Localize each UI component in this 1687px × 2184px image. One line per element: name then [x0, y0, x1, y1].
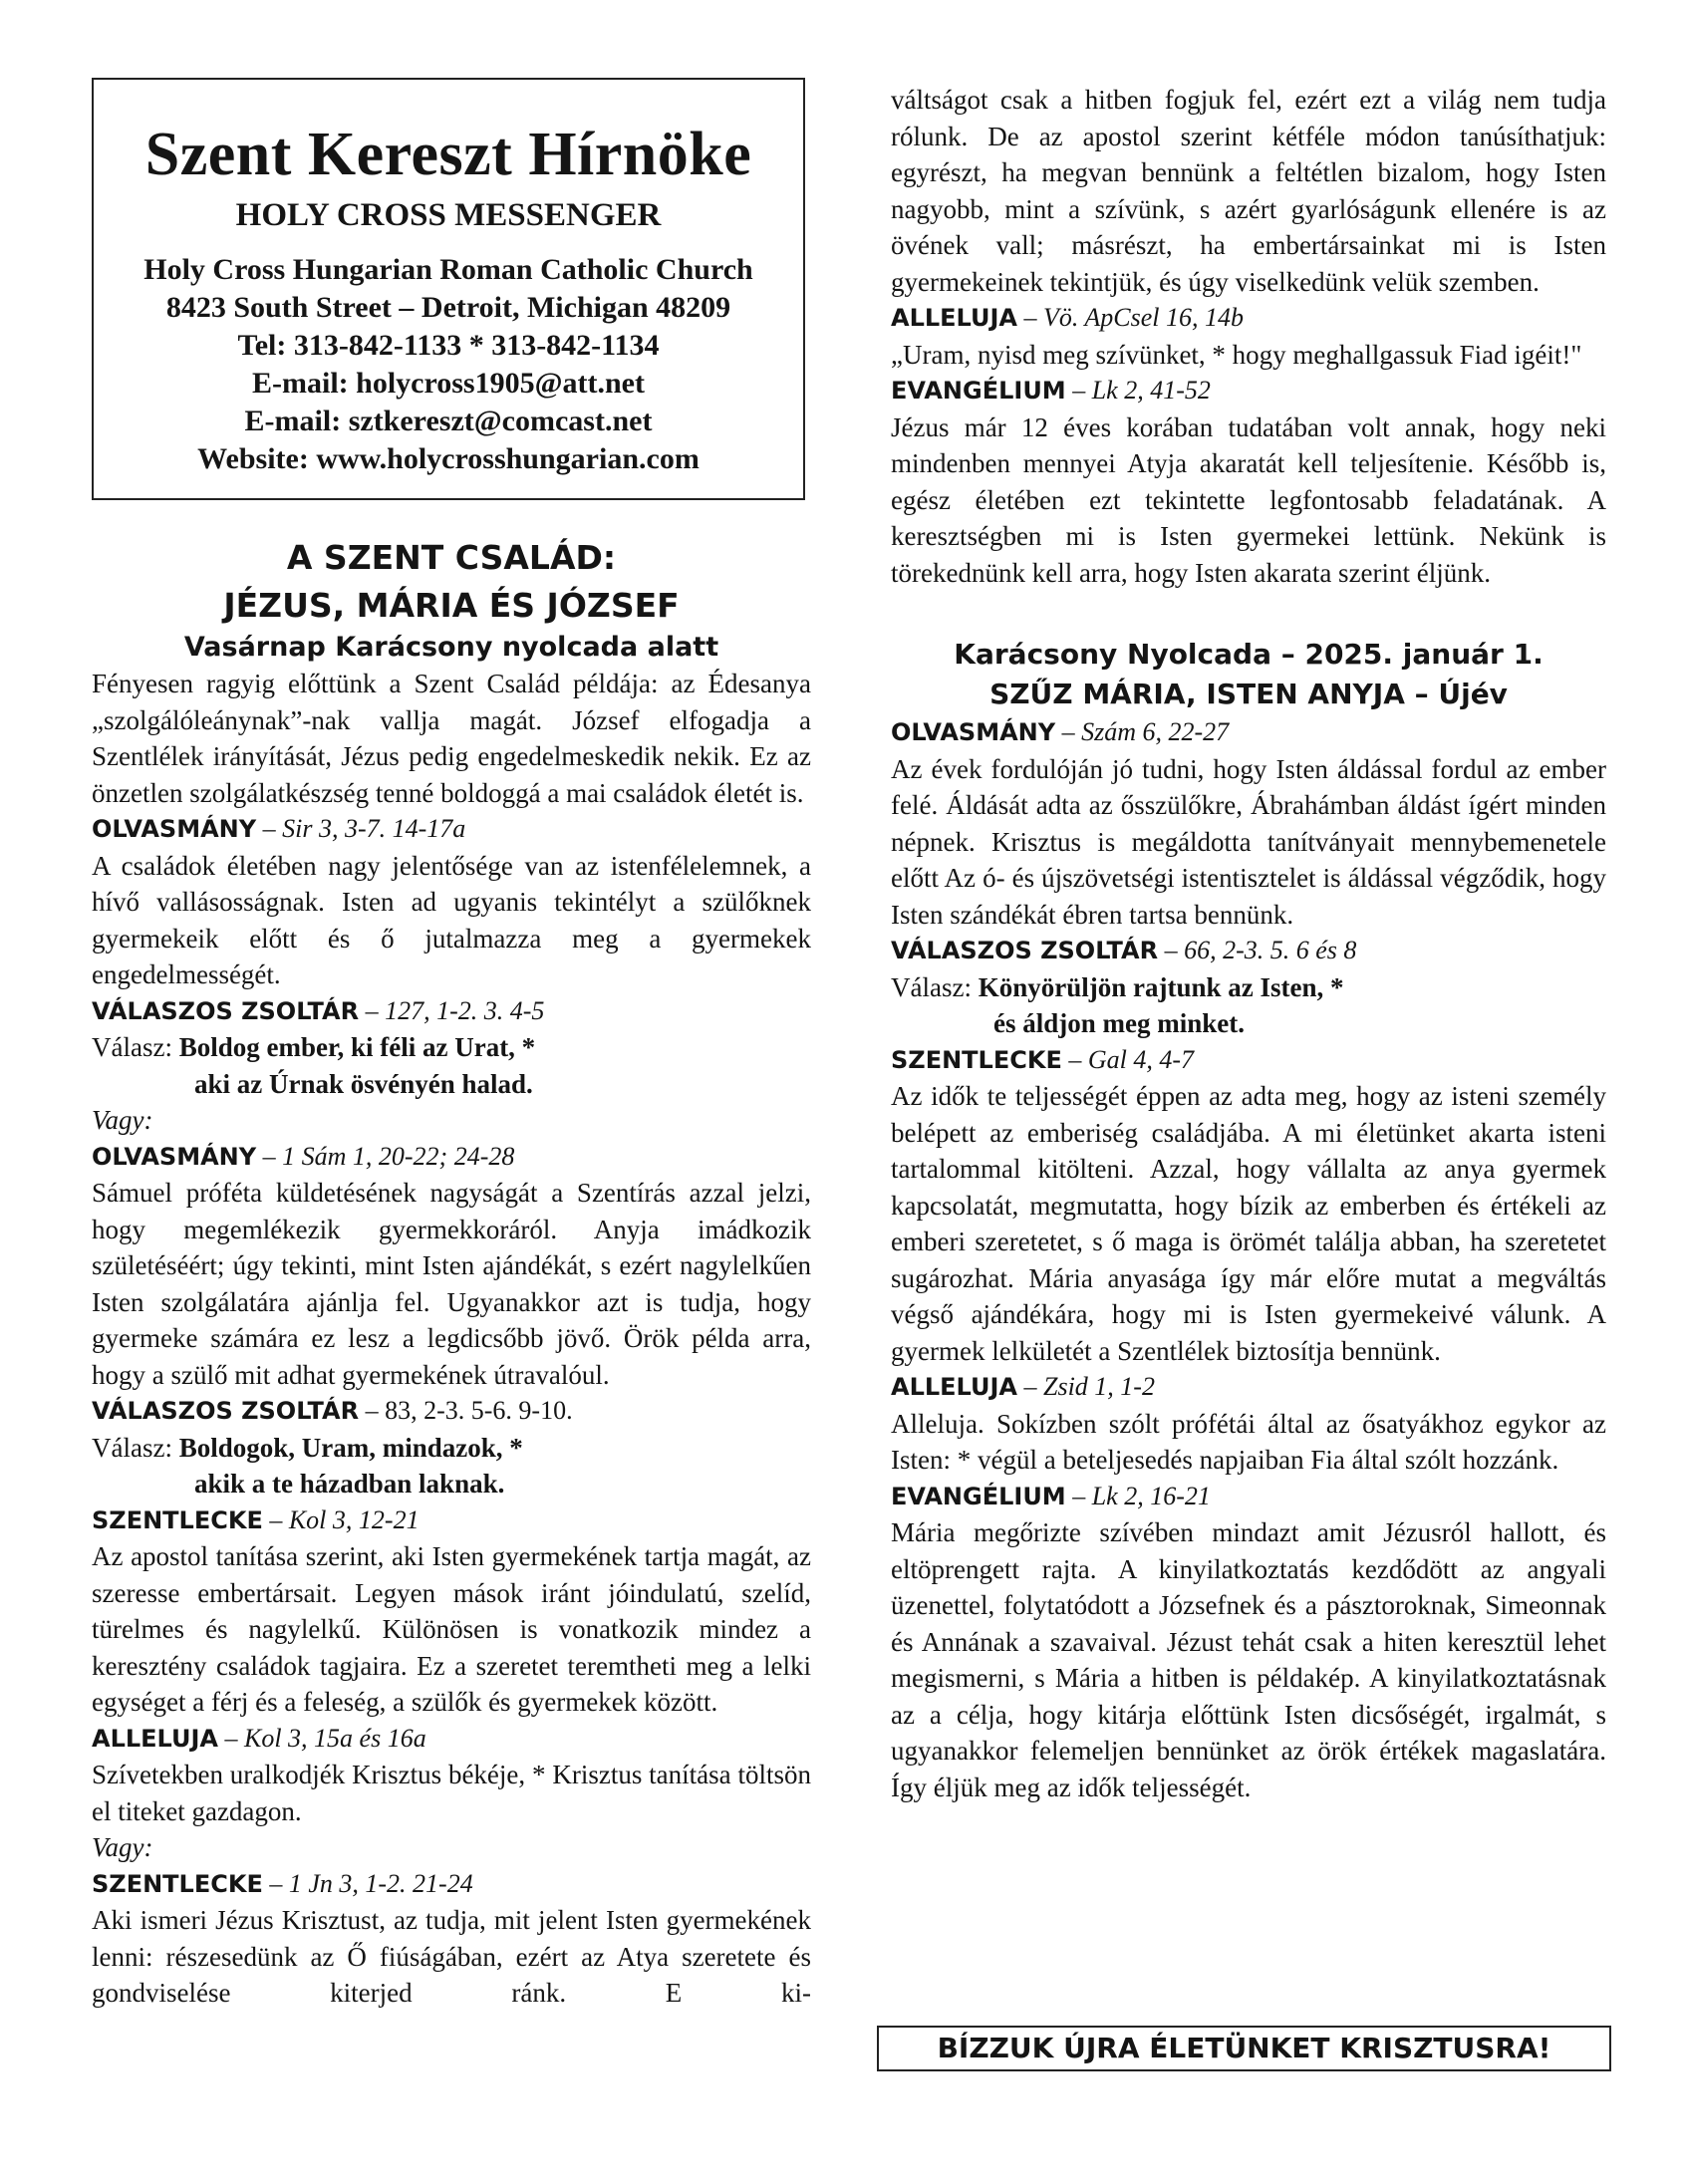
section-title-octave: Karácsony Nyolcada – 2025. január 1.	[954, 638, 1544, 671]
psalm-response-alt	[92, 1430, 811, 1467]
epistle-heading-alt: SZENTLECKE – 1 Jn 3, 1-2. 21-24	[92, 1868, 473, 1898]
response-prefix: Válasz:	[891, 971, 972, 1002]
alleluia-heading-2: ALLELUJA – Zsid 1, 1-2	[891, 1372, 1155, 1401]
response-line-1: Könyörüljön rajtunk az Isten, *	[978, 971, 1344, 1002]
response-prefix: Válasz:	[92, 1032, 172, 1062]
response-line-2: és áldjon meg minket.	[993, 1008, 1245, 1038]
alleluia-heading: ALLELUJA – Kol 3, 15a és 16a	[92, 1723, 426, 1753]
church-email-1: E-mail: holycross1905@att.net	[252, 367, 645, 400]
psalm-label: VÁLASZOS ZSOLTÁR	[891, 937, 1159, 964]
gospel-heading-2: EVANGÉLIUM – Lk 2, 16-21	[891, 1481, 1211, 1510]
reading-label: OLVASMÁNY	[92, 815, 257, 843]
psalm-label: VÁLASZOS ZSOLTÁR	[92, 996, 360, 1025]
reading-heading: OLVASMÁNY – Szám 6, 22-27	[891, 717, 1230, 746]
church-email-2: E-mail: sztkereszt@comcast.net	[244, 405, 653, 437]
church-phone: Tel: 313-842-1133 * 313-842-1134	[237, 329, 660, 362]
reading-heading-alt: OLVASMÁNY – 1 Sám 1, 20-22; 24-28	[92, 1141, 515, 1171]
epistle-heading: SZENTLECKE – Kol 3, 12-21	[92, 1504, 420, 1534]
reading-label: OLVASMÁNY	[891, 718, 1056, 746]
gospel-label: EVANGÉLIUM	[891, 377, 1066, 405]
newsletter-subtitle: HOLY CROSS MESSENGER	[235, 197, 662, 233]
epistle-ref: 1 Jn 3, 1-2. 21-24	[288, 1868, 473, 1898]
alleluia-label: ALLELUJA	[92, 1724, 218, 1753]
newsletter-title: Szent Kereszt Hírnöke	[144, 121, 752, 188]
alleluia-text: Szívetekben uralkodjék Krisztus békéje, * Krisztus tanítása töltsön el titeket gazdagon.	[92, 1760, 811, 1826]
gospel-text: Jézus már 12 éves korában tudatában volt annak, hogy neki mindenben mennyei Atyja akaratát kell teljesítenie. Később is, egész életében ezt tekintette legfontosabb feladatának. A keresztségben mi is Isten gyermekei lettünk. Nekünk is törekednünk kell arra, hogy Isten akarata szerint éljünk.	[891, 411, 1606, 588]
reading-label: OLVASMÁNY	[92, 1142, 257, 1171]
epistle-label: SZENTLECKE	[891, 1045, 1062, 1074]
gospel-ref: Lk 2, 41-52	[1091, 376, 1211, 405]
psalm-response	[891, 969, 1606, 1006]
psalm-ref: 66, 2-3. 5. 6 és 8	[1184, 936, 1357, 964]
response-line-1: Boldogok, Uram, mindazok, *	[178, 1432, 523, 1463]
reading-text-alt: Sámuel próféta küldetésének nagyságát a Szentírás azzal jelzi, hogy megemlékezik gyermekkoráról. Anyja imádkozik születéséért; úgy tekinti, mint Isten ajándékát, s ezért nagylelkűen Isten szolgálatára ajánlja fel. Ugyanakkor azt is tudja, hogy gyermeke számára ez lesz a legdicsőbb jövő. Örök példa arra, hogy a szülő mit adhat gyermekének útravalóul.	[92, 1178, 811, 1390]
alleluia-text: „Uram, nyisd meg szívünket, * hogy meghallgassuk Fiad igéit!"	[891, 339, 1582, 370]
church-address: 8423 South Street – Detroit, Michigan 48209	[165, 291, 731, 324]
psalm-ref: 83, 2-3. 5-6. 9-10.	[385, 1396, 573, 1425]
response-line-2: akik a te házadban laknak.	[194, 1469, 505, 1499]
reading-text: Az évek fordulóján jó tudni, hogy Isten áldással fordul az ember felé. Áldását adta az ősszülőkre, Ábrahámban áldást ígért minden népnek. Krisztus is megáldotta tanítványait mennybemenetele előtt Az ó- és újszövetségi istentisztelet is áldással végződik, hogy Isten szándékát ébren tartsa bennünk.	[891, 753, 1606, 930]
section-title-mary: SZŰZ MÁRIA, ISTEN ANYJA – Újév	[989, 678, 1508, 710]
closing-banner: BÍZZUK ÚJRA ÉLETÜNKET KRISZTUSRA!	[877, 2026, 1611, 2071]
reading-ref: Szám 6, 22-27	[1081, 717, 1230, 746]
psalm-heading: VÁLASZOS ZSOLTÁR – 66, 2-3. 5. 6 és 8	[891, 936, 1357, 964]
intro-paragraph: Fényesen ragyig előttünk a Szent Család példája: az Édesanya „szolgálóleánynak”-nak vallja magát. József elfogadja a Szentlélek irányítását, Jézus pedig engedelmeskedik nekik. Ez az önzetlen szolgálatkészség tenné boldoggá a mai családok életét is.	[92, 669, 811, 808]
response-prefix: Válasz:	[92, 1432, 172, 1463]
reading-ref: Sir 3, 3-7. 14-17a	[282, 814, 466, 843]
epistle-ref: Gal 4, 4-7	[1087, 1044, 1195, 1074]
reading-text: A családok életében nagy jelentősége van az istenfélelemnek, a hívő vallásosságnak. Isten ad ugyanis tekintélyt a szülőknek gyermekeik előtt és ő jutalmazza meg a gyermekek engedelmességét.	[92, 850, 811, 989]
psalm-ref: 127, 1-2. 3. 4-5	[385, 995, 545, 1025]
continued-text: váltságot csak a hitben fogjuk fel, ezért ezt a világ nem tudja rólunk. De az apostol szerint kétféle módon tanúsíthatjuk: egyrészt, ha megvan bennünk a feltétlen bizalom, hogy Isten nagyobb, mint a szívünk, s azért gyarlóságunk ellenére is az övének vall; másrészt, ha embertársainkat mi is Isten gyermekeinek tekintjük, és úgy viselkedünk velük szemben.	[891, 85, 1606, 297]
psalm-heading: VÁLASZOS ZSOLTÁR – 127, 1-2. 3. 4-5	[92, 995, 545, 1025]
psalm-response	[92, 1029, 811, 1066]
left-column	[92, 534, 811, 2012]
gospel-text-2: Mária megőrizte szívében mindazt amit Jézusról hallott, és eltöprengett rajta. A kinyilatkoztatás kezdődött az angyali üzenettel, folytatódott a Józsefnek és a pásztoroknak, Simeonnak és Annának a szavaival. Jézust tehát csak a hiten keresztül lehet megismerni, s Mária a hitben is példakép. A kinyilatkoztatásnak az a célja, hogy kitárja előttünk Isten dicsőségét, irgalmát, s ugyanakkor felemeljen bennünket az örök értékek magaslatára. Így éljük meg az idők teljességét.	[891, 1517, 1606, 1802]
response-line-1: Boldog ember, ki féli az Urat, *	[178, 1032, 536, 1062]
psalm-label: VÁLASZOS ZSOLTÁR	[92, 1397, 360, 1425]
epistle-text: Az apostol tanítása szerint, aki Isten gyermekének tartja magát, az szeresse embertársait. Legyen mások iránt jóindulatú, szelíd, türelmes és nagylelkű. Különösen is vonatkozik mindez a keresztény családok tagjaira. Ez a szeretet teremtheti meg a lelki egységet a férj és a feleség, a szülők és gyermekek között.	[92, 1541, 811, 1717]
reading-heading: OLVASMÁNY – Sir 3, 3-7. 14-17a	[92, 814, 466, 843]
section-subtitle-sunday: Vasárnap Karácsony nyolcada alatt	[183, 632, 719, 663]
alleluia-heading: ALLELUJA – Vö. ApCsel 16, 14b	[891, 303, 1245, 332]
epistle-label: SZENTLECKE	[92, 1869, 263, 1898]
alleluia-ref: Zsid 1, 1-2	[1042, 1372, 1155, 1401]
alleluia-label: ALLELUJA	[891, 1373, 1017, 1401]
masthead	[92, 78, 805, 500]
alleluia-ref: Kol 3, 15a és 16a	[243, 1723, 426, 1753]
epistle-text-alt: Aki ismeri Jézus Krisztust, az tudja, mit jelent Isten gyermekének lenni: részesedünk az Ő fiúságában, ezért az Atya szeretete és gondviselése kiterjed ránk. E ki-	[92, 1905, 811, 2008]
response-line-2: aki az Úrnak ösvényén halad.	[194, 1068, 533, 1099]
alleluia-text-2: Alleluja. Sokízben szólt prófétái által az ősatyákhoz egykor az Isten: * végül a beteljesedés napjaiban Fia által szólt hozzánk.	[891, 1408, 1606, 1475]
reading-ref: 1 Sám 1, 20-22; 24-28	[282, 1141, 515, 1171]
psalm-heading-alt: VÁLASZOS ZSOLTÁR – 83, 2-3. 5-6. 9-10.	[92, 1396, 573, 1425]
right-column	[891, 82, 1606, 1805]
gospel-ref: Lk 2, 16-21	[1091, 1481, 1211, 1510]
epistle-heading: SZENTLECKE – Gal 4, 4-7	[891, 1044, 1195, 1074]
epistle-text: Az idők te teljességét éppen az adta meg, hogy az isteni személy belépett az emberiség családjába. A mi életünket akarta isteni tartalommal kitölteni. Azzal, hogy vállalta az anya gyermek kapcsolatát, megmutatta, hogy bízik az emberben és értékeli az emberi szeretetet, s ő maga is örömét találja abban, ha szeretetet sugározhat. Mária anyasága így már előre mutat a megváltás végső ajándékára, hogy mi is Isten gyermekeivé válunk. A gyermek lelkületét a Szentlélek biztosítja bennünk.	[891, 1081, 1606, 1366]
section-title-holy-family: A SZENT CSALÁD:	[286, 538, 617, 577]
section-title-names: JÉZUS, MÁRIA ÉS JÓZSEF	[223, 586, 680, 625]
alleluia-ref: Vö. ApCsel 16, 14b	[1042, 303, 1245, 332]
or-label: Vagy:	[92, 1105, 153, 1135]
church-website: Website: www.holycrosshungarian.com	[197, 442, 700, 475]
epistle-label: SZENTLECKE	[92, 1505, 263, 1534]
or-label: Vagy:	[92, 1832, 153, 1862]
alleluia-label: ALLELUJA	[891, 304, 1017, 332]
gospel-heading: EVANGÉLIUM – Lk 2, 41-52	[891, 376, 1211, 405]
gospel-label: EVANGÉLIUM	[891, 1482, 1066, 1510]
epistle-ref: Kol 3, 12-21	[288, 1504, 420, 1534]
church-name: Holy Cross Hungarian Roman Catholic Church	[143, 253, 753, 286]
